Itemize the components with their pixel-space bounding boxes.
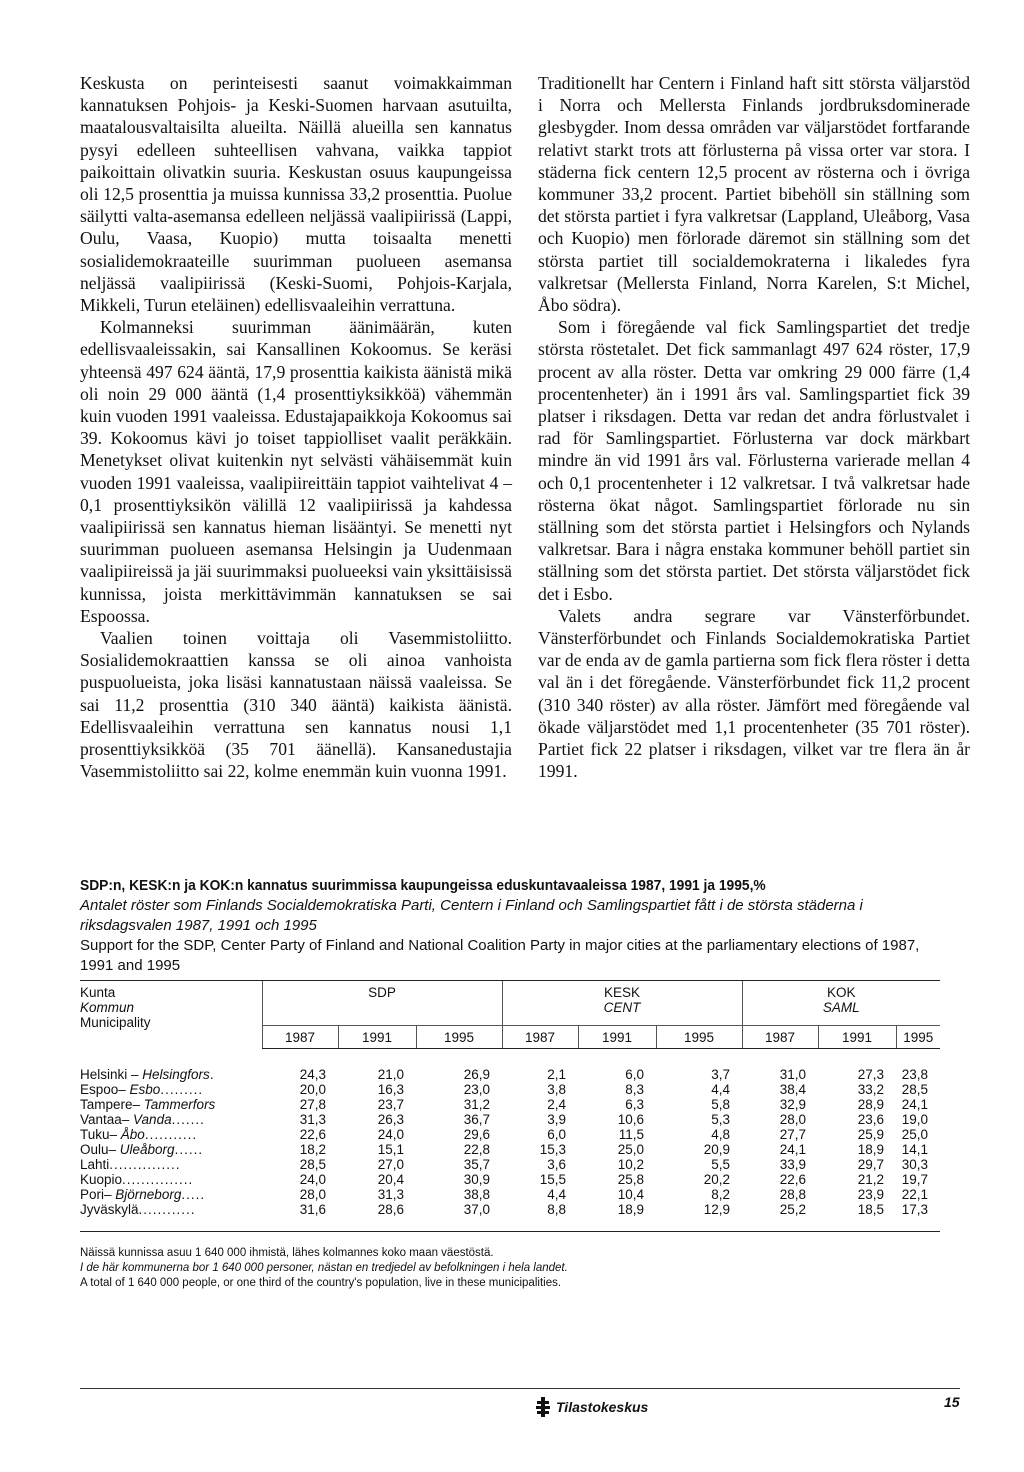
year-sdp-1995: 1995 bbox=[416, 1026, 502, 1049]
municipality-name-fi: Tampere– bbox=[80, 1097, 144, 1112]
municipality-name-sv: Vanda bbox=[133, 1112, 172, 1127]
value-cell: 28,9 bbox=[857, 1097, 884, 1112]
value-cell: 3,9 bbox=[547, 1112, 566, 1127]
value-cell: 12,9 bbox=[656, 1202, 742, 1232]
value-cell: 23,7 bbox=[377, 1097, 404, 1112]
value-cell: 31,6 bbox=[262, 1202, 338, 1232]
value-cell: 28,0 bbox=[299, 1187, 326, 1202]
value-cell: 10,2 bbox=[617, 1157, 644, 1172]
municipality-name bbox=[80, 1172, 262, 1187]
value-cell: 18,9 bbox=[857, 1142, 884, 1157]
value-cell: 10,4 bbox=[617, 1187, 644, 1202]
tilastokeskus-logo-icon bbox=[536, 1397, 550, 1417]
value-cell: 25,2 bbox=[742, 1202, 818, 1232]
value-cell: 36,7 bbox=[463, 1112, 490, 1127]
table-body bbox=[80, 1049, 940, 1232]
table-row bbox=[80, 1127, 940, 1142]
leader-dots: . bbox=[209, 1066, 215, 1082]
value-cell: 21,2 bbox=[857, 1172, 884, 1187]
group-label-cent: CENT bbox=[603, 1000, 641, 1015]
value-cell: 26,3 bbox=[377, 1112, 404, 1127]
value-cell: 28,6 bbox=[338, 1202, 416, 1232]
value-cell: 3,8 bbox=[547, 1082, 566, 1097]
leader-dots: ....... bbox=[171, 1112, 205, 1127]
value-cell: 24,0 bbox=[377, 1127, 404, 1142]
table-row bbox=[80, 1112, 940, 1127]
value-cell: 30,9 bbox=[463, 1172, 490, 1187]
leader-dots: ..... bbox=[181, 1187, 206, 1202]
value-cell: 27,7 bbox=[779, 1127, 806, 1142]
municipality-name-fi: Kuopio bbox=[80, 1172, 123, 1187]
paragraph-vansterforbundet: Valets andra segrare var Vänsterförbundet. Vänsterförbundet och Finlands Socialdemokratiska Partiet var de enda av de gamla partierna som fick flera röster i detta val än i det föregående. Vänsterförbundet fick 11,2 procent (310 340 röster) av alla röster. Jämfört med föregående val ökade väljarstödet med 1,1 procentenheter (35 701 röster). Partiet fick 22 platser i riksdagen, vilket var tre flera än år 1991. bbox=[538, 605, 970, 782]
value-cell: 6,0 bbox=[547, 1127, 566, 1142]
value-cell: 31,3 bbox=[377, 1187, 404, 1202]
value-cell: 25,0 bbox=[617, 1142, 644, 1157]
value-cell: 35,7 bbox=[463, 1157, 490, 1172]
value-cell: 37,0 bbox=[416, 1202, 502, 1232]
group-header-sdp bbox=[262, 981, 502, 1026]
municipality-name bbox=[80, 1049, 262, 1083]
municipality-name bbox=[80, 1187, 262, 1202]
value-cell: 32,9 bbox=[779, 1097, 806, 1112]
value-cell: 2,1 bbox=[547, 1067, 566, 1082]
value-cell: 14,1 bbox=[901, 1142, 928, 1157]
table-title-finnish: SDP:n, KESK:n ja KOK:n kannatus suurimmissa kaupungeissa eduskuntavaaleissa 1987, 1991 ja 1995,% bbox=[80, 877, 766, 894]
value-cell: 15,3 bbox=[539, 1142, 566, 1157]
municipality-name-sv: Esbo bbox=[129, 1082, 161, 1097]
group-header-kok bbox=[742, 981, 940, 1026]
municipality-header bbox=[80, 981, 262, 1049]
value-cell: 33,2 bbox=[857, 1082, 884, 1097]
value-cell: 6,0 bbox=[625, 1067, 644, 1082]
support-table bbox=[80, 980, 940, 1232]
group-label-kesk: KESK bbox=[603, 985, 641, 1000]
municipality-header-sv: Kommun bbox=[80, 1000, 135, 1015]
paragraph-vasemmistoliitto: Vaalien toinen voittaja oli Vasemmistoliitto. Sosialidemokraattien kanssa se oli ainoa vanhoista puspuolueista, joka lisäsi kannatustaan näissä vaaleissa. Se sai 11,2 prosenttia (310 340 ääntä) kaikista äänistä. Edellisvaaleihin verrattuna sen kannatus nousi 1,1 prosenttiyksikköä (35 701 äänellä). Kansanedustajia Vasemmistoliitto sai 22, kolme enemmän kuin vuonna 1991. bbox=[80, 628, 512, 782]
group-header-kesk bbox=[502, 981, 742, 1026]
value-cell: 4,4 bbox=[711, 1082, 730, 1097]
value-cell: 30,3 bbox=[901, 1157, 928, 1172]
value-cell: 23,6 bbox=[857, 1112, 884, 1127]
value-cell: 27,8 bbox=[299, 1097, 326, 1112]
municipality-name bbox=[80, 1097, 262, 1112]
leader-dots: ............... bbox=[109, 1157, 181, 1172]
municipality-name bbox=[80, 1112, 262, 1127]
value-cell: 22,8 bbox=[463, 1142, 490, 1157]
value-cell: 31,0 bbox=[779, 1067, 806, 1082]
value-cell: 22,1 bbox=[901, 1187, 928, 1202]
value-cell: 18,5 bbox=[818, 1202, 896, 1232]
value-cell: 17,3 bbox=[896, 1202, 940, 1232]
value-cell: 4,8 bbox=[711, 1127, 730, 1142]
year-kesk-1991: 1991 bbox=[578, 1026, 656, 1049]
leader-dots: ...... bbox=[174, 1142, 204, 1157]
municipality-name-fi: Vantaa– bbox=[80, 1112, 134, 1127]
value-cell: 26,9 bbox=[463, 1067, 490, 1082]
page-number: 15 bbox=[944, 1394, 960, 1410]
value-cell: 25,0 bbox=[901, 1127, 928, 1142]
value-cell: 23,9 bbox=[857, 1187, 884, 1202]
value-cell: 5,8 bbox=[711, 1097, 730, 1112]
value-cell: 28,5 bbox=[901, 1082, 928, 1097]
value-cell: 28,8 bbox=[779, 1187, 806, 1202]
municipality-name-fi: Tuku– bbox=[80, 1127, 121, 1142]
note-english: A total of 1 640 000 people, or one third of the country's population, live in these municipalities. bbox=[80, 1277, 562, 1289]
value-cell: 24,1 bbox=[779, 1142, 806, 1157]
municipality-name-sv: Åbo bbox=[120, 1127, 145, 1142]
municipality-name-sv: Björneborg bbox=[115, 1187, 182, 1202]
municipality-name-sv: Tammerfors bbox=[143, 1097, 216, 1112]
group-label-sdp: SDP bbox=[368, 985, 396, 1000]
value-cell: 8,2 bbox=[711, 1187, 730, 1202]
value-cell: 6,3 bbox=[625, 1097, 644, 1112]
municipality-name bbox=[80, 1127, 262, 1142]
value-cell: 33,9 bbox=[779, 1157, 806, 1172]
value-cell: 24,3 bbox=[299, 1067, 326, 1082]
value-cell: 20,4 bbox=[377, 1172, 404, 1187]
municipality-name-fi: Jyväskylä bbox=[80, 1202, 139, 1217]
value-cell: 15,5 bbox=[539, 1172, 566, 1187]
table-row bbox=[80, 1097, 940, 1112]
value-cell: 23,8 bbox=[901, 1067, 928, 1082]
finnish-text-column bbox=[80, 72, 512, 783]
value-cell: 22,6 bbox=[299, 1127, 326, 1142]
paragraph-kokoomus: Kolmanneksi suurimman äänimäärän, kuten edellisvaaleissakin, sai Kansallinen Kokoomus. Se keräsi yhteensä 497 624 ääntä, 17,9 prosenttia kaikista äänistä mikä oli noin 29 000 ääntä (1,4 prosenttiyksikköä) vähemmän kuin vuoden 1991 vaaleissa. Edustajapaikkoja Kokoomus sai 39. Kokoomus kävi jo toiset tappiolliset vaalit peräkkäin. Menetykset olivat kuitenkin nyt selvästi vähäisemmät kuin vuoden 1991 vaaleissa, vaalipiireittäin tappiot vaihtelivat 4 – 0,1 prosenttiyksikön välillä 12 vaalipiirissä ja kahdessa vaalipiirissä sen kannatus hieman lisääntyi. Se menetti nyt suurimman puolueen asemansa Helsingin ja Uudenmaan vaalipiireissä ja jäi suurimmaksi puolueeksi vain yksittäisissä kunnissa, joista merkittävimmän kannatuksen se sai Espoossa. bbox=[80, 317, 512, 626]
year-kesk-1987: 1987 bbox=[502, 1026, 578, 1049]
municipality-name-sv: Uleåborg bbox=[119, 1142, 175, 1157]
group-label-kok: KOK bbox=[826, 985, 856, 1000]
publisher-name: Tilastokeskus bbox=[556, 1399, 649, 1415]
value-cell: 27,0 bbox=[377, 1157, 404, 1172]
table-row bbox=[80, 1142, 940, 1157]
value-cell: 21,0 bbox=[377, 1067, 404, 1082]
municipality-name bbox=[80, 1157, 262, 1172]
support-table-section bbox=[80, 876, 950, 1291]
table-row bbox=[80, 1202, 940, 1232]
table-notes bbox=[80, 1246, 950, 1291]
table-title-english: Support for the SDP, Center Party of Finland and National Coalition Party in major cities at the parliamentary elections of 1987, 1991 and 1995 bbox=[80, 937, 920, 974]
value-cell: 3,6 bbox=[547, 1157, 566, 1172]
value-cell: 31,3 bbox=[299, 1112, 326, 1127]
municipality-header-en: Municipality bbox=[80, 1015, 151, 1030]
value-cell: 38,8 bbox=[463, 1187, 490, 1202]
group-label-saml: SAML bbox=[822, 1000, 860, 1015]
note-swedish: I de här kommunerna bor 1 640 000 personer, nästan en tredjedel av befolkningen i hela landet. bbox=[80, 1262, 568, 1274]
value-cell: 25,9 bbox=[857, 1127, 884, 1142]
year-sdp-1987: 1987 bbox=[262, 1026, 338, 1049]
value-cell: 18,9 bbox=[578, 1202, 656, 1232]
value-cell: 3,7 bbox=[711, 1067, 730, 1082]
value-cell: 2,4 bbox=[547, 1097, 566, 1112]
year-kok-1991: 1991 bbox=[818, 1026, 896, 1049]
value-cell: 19,0 bbox=[901, 1112, 928, 1127]
value-cell: 5,5 bbox=[711, 1157, 730, 1172]
value-cell: 20,0 bbox=[299, 1082, 326, 1097]
leader-dots: ......... bbox=[160, 1082, 204, 1097]
publisher-logo bbox=[536, 1397, 648, 1417]
note-finnish: Näissä kunnissa asuu 1 640 000 ihmistä, lähes kolmannes koko maan väestöstä. bbox=[80, 1247, 494, 1259]
municipality-name bbox=[80, 1082, 262, 1097]
year-kesk-1995: 1995 bbox=[656, 1026, 742, 1049]
municipality-name-fi: Pori– bbox=[80, 1187, 116, 1202]
year-kok-1995: 1995 bbox=[896, 1026, 940, 1049]
municipality-name bbox=[80, 1142, 262, 1157]
value-cell: 16,3 bbox=[377, 1082, 404, 1097]
municipality-name-fi: Espoo– bbox=[80, 1082, 130, 1097]
value-cell: 25,8 bbox=[617, 1172, 644, 1187]
municipality-header-fi: Kunta bbox=[80, 985, 116, 1000]
value-cell: 22,6 bbox=[779, 1172, 806, 1187]
municipality-name-fi: Oulu– bbox=[80, 1142, 120, 1157]
value-cell: 24,0 bbox=[299, 1172, 326, 1187]
value-cell: 29,6 bbox=[463, 1127, 490, 1142]
value-cell: 15,1 bbox=[377, 1142, 404, 1157]
year-sdp-1991: 1991 bbox=[338, 1026, 416, 1049]
table-title-swedish: Antalet röster som Finlands Socialdemokratiska Parti, Centern i Finland och Samlingspartiet fått i de största städerna i riksdagsvalen 1987, 1991 och 1995 bbox=[80, 897, 863, 934]
value-cell: 19,7 bbox=[901, 1172, 928, 1187]
table-row bbox=[80, 1187, 940, 1202]
value-cell: 38,4 bbox=[779, 1082, 806, 1097]
value-cell: 11,5 bbox=[618, 1127, 644, 1142]
value-cell: 28,0 bbox=[779, 1112, 806, 1127]
table-row bbox=[80, 1049, 940, 1083]
value-cell: 27,3 bbox=[857, 1067, 884, 1082]
paragraph-keskusta: Keskusta on perinteisesti saanut voimakkaimman kannatuksen Pohjois- ja Keski-Suomen harvaan asutuilta, maatalousvaltaisilta alueilta. Näillä alueilla sen kannatus pysyi edelleen suhteellisen vahvana, vaikka tappiot paikoittain olivatkin suuria. Keskustan osuus kaupungeissa oli 12,5 prosenttia ja muissa kunnissa 33,2 prosenttia. Puolue säilytti valta-asemansa edelleen neljässä vaalipiirissä (Lappi, Oulu, Vaasa, Kuopio) mutta toisaalta menetti sosialidemokraateille suurimman puolueen asemansa neljässä vaalipiirissä (Keski-Suomi, Pohjois-Karjala, Mikkeli, Turun eteläinen) edellisvaaleihin verrattuna. bbox=[80, 73, 512, 316]
municipality-name-fi: Lahti bbox=[80, 1157, 110, 1172]
leader-dots: ............ bbox=[138, 1202, 196, 1217]
table-row bbox=[80, 1082, 940, 1097]
leader-dots: ........... bbox=[144, 1127, 198, 1142]
value-cell: 24,1 bbox=[901, 1097, 928, 1112]
value-cell: 23,0 bbox=[463, 1082, 490, 1097]
municipality-name-fi: Helsinki – bbox=[80, 1066, 143, 1082]
leader-dots: ............... bbox=[122, 1172, 194, 1187]
paragraph-samlingspartiet: Som i föregående val fick Samlingspartiet det tredje största röstetalet. Det fick sammanlagt 497 624 röster, 17,9 procent av alla röster. Detta var omkring 29 000 färre (1,4 procentenheter) än i 1991 års val. Samlingspartiet fick 39 platser i riksdagen. Detta var redan det andra förlustvalet i rad för Samlingspartiet. Förlusterna var dock märkbart mindre än vid 1991 års val. Förlusterna varierade mellan 4 och 0,1 procentenheter i 12 valkretsar. I två valkretsar hade rösterna ökat något. Samlingspartiet förlorade nu sin ställning som det största partiet i Helsingfors och Nylands valkretsar. Bara i några enstaka kommuner behöll partiet sin ställning som det största partiet. Det största väljarstödet fick det i Esbo. bbox=[538, 317, 970, 604]
footer-divider bbox=[80, 1388, 960, 1389]
value-cell: 20,2 bbox=[703, 1172, 730, 1187]
value-cell: 18,2 bbox=[299, 1142, 326, 1157]
value-cell: 20,9 bbox=[703, 1142, 730, 1157]
value-cell: 29,7 bbox=[857, 1157, 884, 1172]
value-cell: 8,3 bbox=[625, 1082, 644, 1097]
value-cell: 8,8 bbox=[502, 1202, 578, 1232]
municipality-name-sv: Helsingfors bbox=[142, 1066, 210, 1082]
table-header-row bbox=[80, 981, 940, 1026]
table-row bbox=[80, 1172, 940, 1187]
value-cell: 4,4 bbox=[547, 1187, 566, 1202]
value-cell: 31,2 bbox=[463, 1097, 490, 1112]
paragraph-centern: Traditionellt har Centern i Finland haft sitt största väljarstöd i Norra och Mellersta Finlands jordbruksdominerade glesbygder. Inom dessa områden var väljarstödet fortfarande relativt starkt trots att förlusterna på vissa orter var stora. I städerna fick centern 12,5 procent av rösterna och i övriga kommuner 33,2 procent. Partiet bibehöll sin ställning som det största partiet i fyra valkretsar (Lappland, Uleåborg, Vasa och Kuopio) men förlorade däremot sin ställning som det största partiet till socialdemokraterna i likaledes fyra valkretsar (Mellersta Finland, Norra Karelen, S:t Michel, Åbo södra). bbox=[538, 73, 970, 316]
swedish-text-column bbox=[538, 72, 970, 783]
value-cell: 5,3 bbox=[711, 1112, 730, 1127]
table-row bbox=[80, 1157, 940, 1172]
value-cell: 10,6 bbox=[617, 1112, 644, 1127]
year-kok-1987: 1987 bbox=[742, 1026, 818, 1049]
municipality-name bbox=[80, 1202, 262, 1232]
value-cell: 28,5 bbox=[299, 1157, 326, 1172]
